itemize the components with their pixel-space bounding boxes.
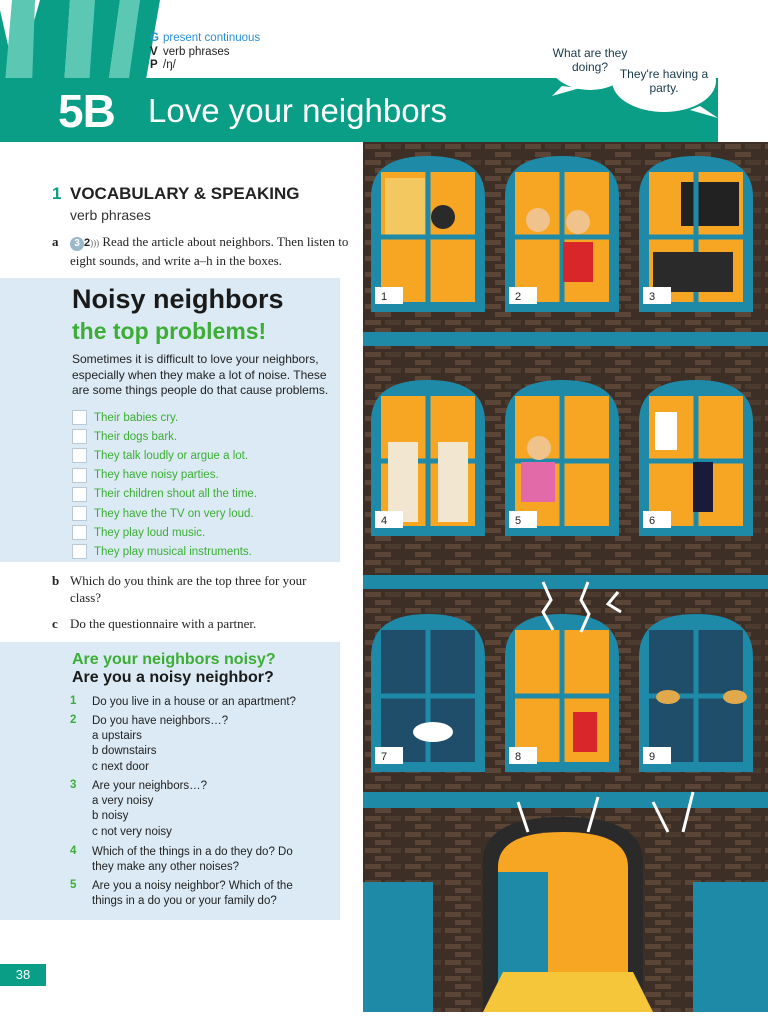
unit-number: 5B xyxy=(58,85,115,137)
window-5 xyxy=(505,380,619,536)
page-number: 38 xyxy=(0,964,46,986)
article-title: Noisy neighbors xyxy=(72,284,284,314)
speech-bubble-answer: They're having a party. xyxy=(612,50,716,112)
question-number: 1 xyxy=(70,695,77,707)
article-subtitle: the top problems! xyxy=(72,318,267,344)
problem-list xyxy=(72,408,257,562)
unit-title: Love your neighbors xyxy=(148,92,448,129)
question-number: 3 xyxy=(70,779,77,791)
section-title: VOCABULARY & SPEAKING xyxy=(70,184,300,203)
question-1: Do you live in a house or an apartment? xyxy=(92,696,296,708)
window-1 xyxy=(371,156,485,312)
window-6 xyxy=(639,380,753,536)
window-number: 8 xyxy=(515,751,522,763)
window-number: 2 xyxy=(515,291,522,303)
question-2: Do you have neighbors…? a upstairs b downstairs c next door xyxy=(92,715,229,773)
answer-box[interactable] xyxy=(72,410,87,425)
list-item: They play musical instruments. xyxy=(72,542,257,561)
article-intro: Sometimes it is difficult to love your neighbors, especially when they make a lot of noise. These are some things people do that cause problems. xyxy=(72,352,329,397)
window-number: 5 xyxy=(515,515,522,527)
section-subtitle: verb phrases xyxy=(70,207,151,223)
question-3: Are your neighbors…? a very noisy b noisy c not very noisy xyxy=(92,780,208,838)
task-a-text: Read the article about neighbors. Then listen to eight sounds, and write a–h in the boxes. xyxy=(70,234,349,268)
answer-box[interactable] xyxy=(72,429,87,444)
window-8 xyxy=(505,614,619,772)
list-item: They talk loudly or argue a lot. xyxy=(72,446,257,465)
window-2 xyxy=(505,156,619,312)
ledge xyxy=(363,332,768,346)
vocab-row: V verb phrases xyxy=(150,45,230,58)
list-item: Their babies cry. xyxy=(72,408,257,427)
building-illustration xyxy=(363,142,768,1012)
task-b-instruction: Which do you think are the top three for your class? xyxy=(70,573,307,605)
task-a-instruction xyxy=(70,233,350,269)
question-4: Which of the things in a do they do? Do they make any other noises? xyxy=(92,846,293,874)
window-9 xyxy=(639,614,753,772)
answer-box[interactable] xyxy=(72,448,87,463)
questionnaire-title-1: Are your neighbors noisy? xyxy=(72,651,276,668)
list-item: They play loud music. xyxy=(72,523,257,542)
audio-track-number: 2 xyxy=(84,237,91,249)
ledge xyxy=(363,575,768,589)
grammar-vocab-pron-box xyxy=(150,32,260,73)
audio-icon[interactable]: ))) xyxy=(90,238,100,248)
answer-box[interactable] xyxy=(72,525,87,540)
window-4 xyxy=(371,380,485,536)
answer-box[interactable] xyxy=(72,468,87,483)
list-item: They have the TV on very loud. xyxy=(72,504,257,523)
window-number: 9 xyxy=(649,751,656,763)
window-7 xyxy=(371,614,485,772)
doorway-light xyxy=(483,972,653,1012)
task-a-label: a xyxy=(52,234,59,249)
answer-box[interactable] xyxy=(72,487,87,502)
question-number: 4 xyxy=(70,845,77,857)
answer-box[interactable] xyxy=(72,506,87,521)
questionnaire-title-2: Are you a noisy neighbor? xyxy=(72,669,274,686)
list-item: Their children shout all the time. xyxy=(72,485,257,504)
speech-bubble-question: What are they doing? xyxy=(548,30,632,90)
question-number: 5 xyxy=(70,879,77,891)
window-3 xyxy=(639,156,753,312)
list-item: They have noisy parties. xyxy=(72,466,257,485)
audio-track-badge[interactable]: 3 xyxy=(70,237,84,251)
window-number: 7 xyxy=(381,751,388,763)
window-number: 4 xyxy=(381,515,388,527)
window-number: 3 xyxy=(649,291,656,303)
answer-box[interactable] xyxy=(72,544,87,559)
task-c-label: c xyxy=(52,616,58,631)
task-c-instruction: Do the questionnaire with a partner. xyxy=(70,616,257,631)
task-b-label: b xyxy=(52,573,60,588)
grammar-row: G present continuous xyxy=(150,32,261,44)
list-item: Their dogs bark. xyxy=(72,427,257,446)
window-number: 6 xyxy=(649,515,656,527)
section-number: 1 xyxy=(52,184,62,203)
window-number: 1 xyxy=(381,291,388,303)
fence-left xyxy=(363,882,433,1012)
question-5: Are you a noisy neighbor? Which of the things in a do you or your family do? xyxy=(92,880,293,908)
ledge xyxy=(363,792,768,808)
fence-right xyxy=(693,882,768,1012)
question-number: 2 xyxy=(70,714,77,726)
pron-row: P /ŋ/ xyxy=(150,59,176,71)
